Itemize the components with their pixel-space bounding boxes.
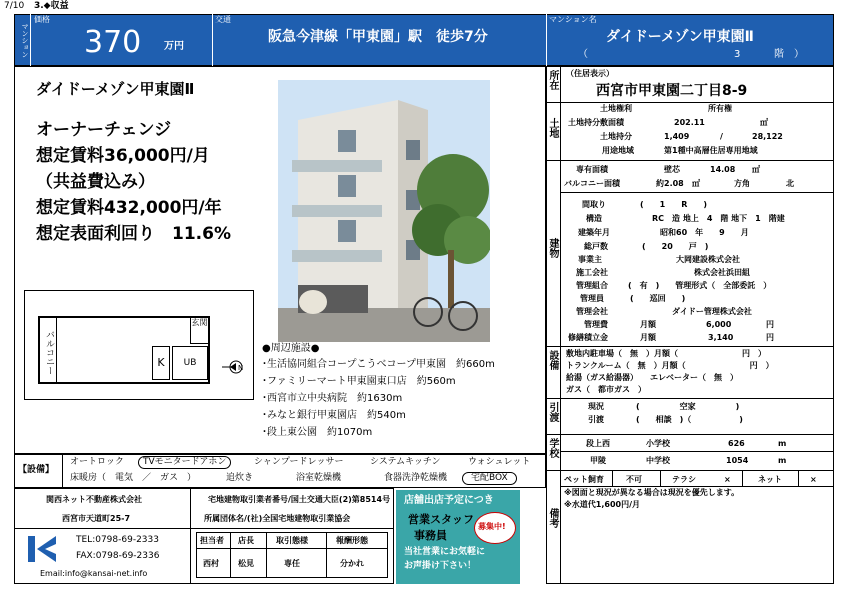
equip-shampoo: シャンプードレッサー bbox=[254, 457, 344, 467]
elementary-unit: m bbox=[778, 439, 787, 448]
staff-header: 取引態様 bbox=[276, 536, 308, 545]
balcony-area-value: 約2.08 bbox=[656, 179, 684, 188]
north-arrow-icon bbox=[222, 358, 244, 380]
remarks-label: 備考 bbox=[547, 508, 558, 528]
repair-fund-period: 月額 bbox=[640, 333, 656, 342]
elementary-type: 小学校 bbox=[646, 439, 670, 448]
land-share-slash: / bbox=[720, 132, 723, 141]
recruit-line5: お声掛け下さい！ bbox=[404, 561, 477, 571]
property-name: ダイドーメゾン甲東園Ⅱ bbox=[36, 80, 195, 98]
summary-line1: オーナーチェンジ bbox=[36, 120, 172, 140]
company-logo-icon bbox=[26, 534, 60, 568]
company-tel: TEL:0798-69-2333 bbox=[76, 535, 159, 545]
mgmt-fee-unit: 円 bbox=[766, 320, 774, 329]
staff-value: 分かれ bbox=[340, 559, 364, 568]
layout-value: ( 1 R ) bbox=[640, 200, 708, 209]
facility-row: ガス（ 都市ガス ） bbox=[566, 385, 646, 394]
net-label: ネット bbox=[758, 475, 782, 484]
junior-high-distance: 1054 bbox=[726, 456, 749, 465]
area-type: 壁芯 bbox=[664, 165, 680, 174]
mansion-name: ダイドーメゾン甲東園Ⅱ bbox=[606, 29, 754, 45]
mgmt-fee-period: 月額 bbox=[640, 320, 656, 329]
staff-value: 松見 bbox=[238, 559, 254, 568]
repair-fund-value: 3,140 bbox=[708, 333, 734, 342]
structure-value: RC 造 地上 4 階 地下 1 階建 bbox=[652, 214, 785, 223]
floorplan-k: K bbox=[152, 346, 170, 380]
remark-note: ※図面と現況が異なる場合は現況を優先します。 bbox=[564, 488, 740, 497]
company-address: 西宮市天道町25-7 bbox=[62, 514, 131, 523]
built-label: 建築年月 bbox=[578, 228, 610, 237]
recruit-line3: 事務員 bbox=[414, 529, 447, 542]
floor-unit: 階 ） bbox=[774, 49, 804, 60]
area-label: 専有面積 bbox=[576, 165, 608, 174]
land-rights-label: 土地権利 bbox=[600, 104, 632, 113]
summary-line3: （共益費込み） bbox=[36, 172, 155, 192]
equip-washlet: ウォシュレット bbox=[468, 457, 531, 467]
equip-delivery-box: 宅配BOX bbox=[462, 472, 517, 485]
summary-line5: 想定表面利回り 11.6% bbox=[36, 224, 231, 244]
floorplan-genkan: 玄関 bbox=[190, 318, 208, 344]
status-label: 現況 bbox=[588, 402, 604, 411]
terrace-value: × bbox=[724, 475, 731, 484]
staff-header: 店長 bbox=[238, 536, 254, 545]
developer-value: 大岡建設株式会社 bbox=[676, 255, 740, 264]
developer-label: 事業主 bbox=[578, 255, 602, 264]
equip-tv-monitor: TVモニタードアホン bbox=[138, 456, 231, 469]
junior-high-name: 甲陵 bbox=[590, 456, 606, 465]
side-label: マンション bbox=[21, 22, 29, 58]
area-value: 14.08 bbox=[710, 165, 736, 174]
equip-floor-heat: 床暖房（ 電気 ／ ガス ） bbox=[70, 473, 197, 483]
mgmt-company-label: 管理会社 bbox=[576, 307, 608, 316]
land-share-num: 1,409 bbox=[664, 132, 690, 141]
nearby-item: ･みなと銀行甲東園店 約540m bbox=[262, 410, 406, 421]
status-value: ( 空家 ) bbox=[636, 402, 740, 411]
equip-dishwasher: 食器洗浄乾燥機 bbox=[384, 473, 448, 483]
builder-label: 施工会社 bbox=[576, 268, 608, 277]
repair-fund-label: 修繕積立金 bbox=[568, 333, 608, 342]
mgmt-fee-value: 6,000 bbox=[706, 320, 732, 329]
elementary-name: 段上西 bbox=[586, 439, 610, 448]
land-share-den: 28,122 bbox=[752, 132, 783, 141]
remark-note: ※水道代1,600円/月 bbox=[564, 500, 641, 509]
mgmt-company-value: ダイドー管理株式会社 bbox=[672, 307, 752, 316]
elementary-distance: 626 bbox=[728, 439, 745, 448]
equip-autolock: オートロック bbox=[70, 457, 124, 467]
equip-kitchen: システムキッチン bbox=[370, 457, 441, 467]
floor-value: 3 bbox=[734, 49, 741, 60]
junior-high-unit: m bbox=[778, 456, 787, 465]
junior-high-type: 中学校 bbox=[646, 456, 670, 465]
price-unit: 万円 bbox=[164, 41, 184, 52]
built-value: 昭和60 年 9 月 bbox=[660, 228, 749, 237]
units-value: ( 20 戸 ) bbox=[642, 242, 709, 251]
company-association: 所属団体名/(社)全国宅地建物取引業協会 bbox=[204, 514, 351, 523]
recruit-line2: 営業スタッフ bbox=[408, 513, 474, 526]
handover-label: 引渡 bbox=[547, 402, 558, 422]
building-photo bbox=[278, 80, 490, 342]
mansion-label: マンション名 bbox=[549, 15, 597, 24]
category-text: 3.◆収益 bbox=[34, 1, 69, 11]
direction-label: 方角 bbox=[734, 179, 750, 188]
summary-line2: 想定賃料36,000円/月 bbox=[36, 146, 210, 166]
units-label: 総戸数 bbox=[584, 242, 608, 251]
nearby-title: ●周辺施設● bbox=[262, 343, 320, 354]
staff-value: 西村 bbox=[203, 559, 219, 568]
layout-label: 間取り bbox=[582, 200, 606, 209]
assoc-label: 管理組合 bbox=[576, 281, 608, 290]
terrace-label: テラシ bbox=[672, 475, 696, 484]
facility-row: 敷地内駐車場（ 無 ）月額（ 円 ） bbox=[566, 349, 766, 358]
company-name: 関西ネット不動産株式会社 bbox=[46, 495, 142, 504]
recruit-line1: 店舗出店予定につき bbox=[404, 495, 494, 506]
manager-value: ( 巡回 ) bbox=[630, 294, 686, 303]
price-value: 370 bbox=[84, 25, 142, 60]
nearby-item: ･西宮市立中央病院 約1630m bbox=[262, 393, 403, 404]
pet-label: ペット飼育 bbox=[564, 475, 604, 484]
nearby-item: ･ファミリーマート甲東園東口店 約560m bbox=[262, 376, 456, 387]
date-text: 7/10 bbox=[4, 1, 25, 11]
svg-text:N: N bbox=[238, 364, 244, 372]
price-label: 価格 bbox=[34, 15, 50, 24]
nearby-item: ･生活協同組合コープこうべコープ甲東園 約660m bbox=[262, 359, 495, 370]
land-area-label: 土地持分敷面積 bbox=[568, 118, 624, 127]
company-fax: FAX:0798-69-2336 bbox=[76, 551, 160, 561]
floorplan-ub: UB bbox=[172, 346, 208, 380]
equip-bath-dryer: 浴室乾燥機 bbox=[296, 473, 342, 483]
land-label: 土地 bbox=[547, 118, 558, 138]
company-email: Email:info@kansai-net.info bbox=[40, 569, 148, 578]
summary-line4: 想定賃料432,000円/年 bbox=[36, 198, 222, 218]
staff-header: 報酬形態 bbox=[336, 536, 368, 545]
delivery-label: 引渡 bbox=[588, 415, 604, 424]
company-license: 宅地建物取引業者番号/国土交通大臣(2)第8514号 bbox=[208, 495, 391, 504]
manager-label: 管理員 bbox=[580, 294, 604, 303]
access-value: 阪急今津線「甲東園」駅 徒歩7分 bbox=[268, 29, 488, 45]
assoc-value: ( 有 ) 管理形式（ 全部委託 ） bbox=[628, 281, 772, 290]
land-area-value: 202.11 bbox=[674, 118, 705, 127]
equip-reheat: 追炊き bbox=[226, 473, 254, 483]
facility-row: 給湯（ガス給湯器） エレベーター（ 無 ） bbox=[566, 373, 738, 382]
building-label: 建物 bbox=[547, 238, 558, 258]
structure-label: 構造 bbox=[586, 214, 602, 223]
land-zone-value: 第1種中高層住居専用地域 bbox=[664, 146, 758, 155]
net-value: × bbox=[810, 475, 817, 484]
mgmt-fee-label: 管理費 bbox=[584, 320, 608, 329]
land-zone-label: 用途地域 bbox=[602, 146, 634, 155]
staff-header: 担当者 bbox=[200, 536, 224, 545]
balcony-area-label: バルコニー面積 bbox=[564, 179, 620, 188]
land-share-label: 土地持分 bbox=[600, 132, 632, 141]
pet-value: 不可 bbox=[626, 475, 642, 484]
floorplan-balcony: バルコニー bbox=[44, 329, 54, 375]
facility-row: トランクルーム（ 無 ）月額（ 円 ） bbox=[566, 361, 774, 370]
location-value: 西宮市甲東園二丁目8-9 bbox=[596, 83, 748, 99]
staff-value: 専任 bbox=[284, 559, 300, 568]
direction-value: 北 bbox=[786, 179, 794, 188]
builder-value: 株式会社浜田組 bbox=[694, 268, 750, 277]
area-unit: ㎡ bbox=[752, 165, 760, 174]
repair-fund-unit: 円 bbox=[766, 333, 774, 342]
land-area-unit: ㎡ bbox=[760, 118, 768, 127]
school-label: 学校 bbox=[547, 438, 558, 458]
facilities-label: 設備 bbox=[547, 350, 558, 370]
delivery-value: ( 相談 )（ ) bbox=[636, 415, 743, 424]
location-sub: （住居表示） bbox=[566, 69, 614, 78]
land-rights-value: 所有権 bbox=[708, 104, 732, 113]
nearby-item: ･段上東公園 約1070m bbox=[262, 427, 373, 438]
balcony-area-unit: ㎡ bbox=[692, 179, 700, 188]
building-photo-svg bbox=[278, 80, 490, 342]
floor-open: （ bbox=[578, 49, 588, 60]
equipment-label: 【設備】 bbox=[18, 465, 55, 475]
recruit-line4: 当社営業にお気軽に bbox=[404, 547, 486, 557]
access-label: 交通 bbox=[215, 15, 231, 24]
location-label: 所在 bbox=[547, 70, 558, 90]
recruit-badge-text: 募集中! bbox=[478, 522, 506, 531]
